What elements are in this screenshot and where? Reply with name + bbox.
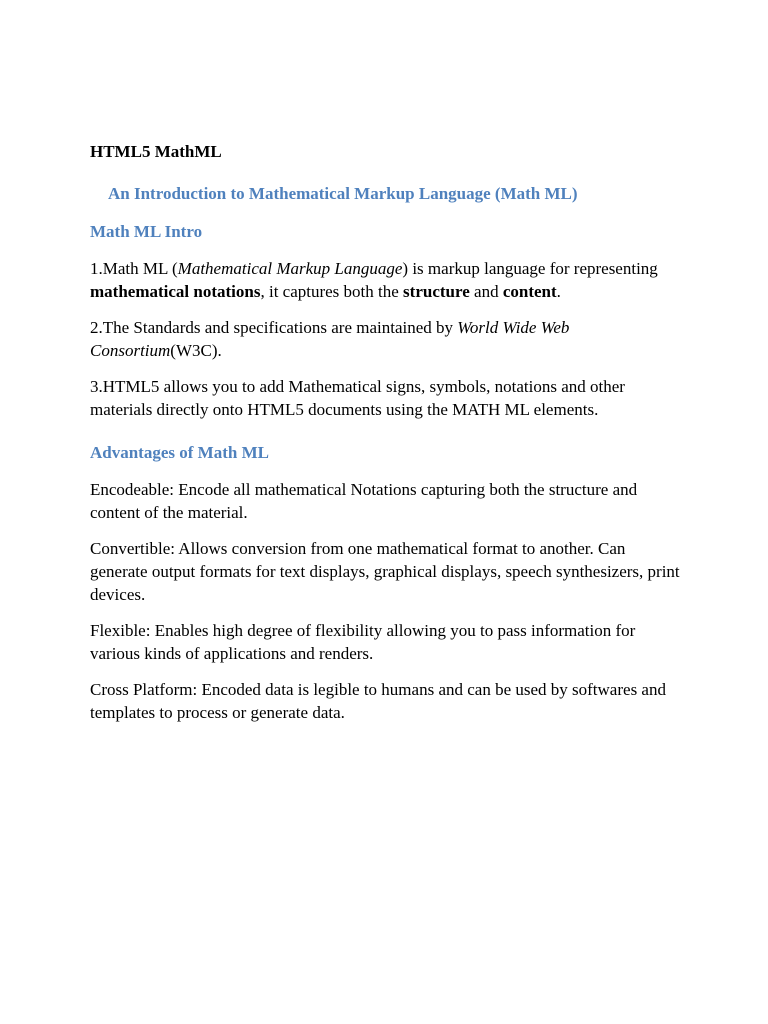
document-subtitle: An Introduction to Mathematical Markup Language (Math ML) [108, 184, 578, 203]
intro-point-2-text-a: 2.The Standards and specifications are maintained by [90, 318, 458, 337]
intro-point-2 [90, 316, 680, 362]
intro-point-3: 3.HTML5 allows you to add Mathematical signs, symbols, notations and other materials directly onto HTML5 documents using the MATH ML elements. [90, 377, 625, 419]
document-title: HTML5 MathML [90, 142, 222, 161]
advantages-heading: Advantages of Math ML [90, 443, 269, 462]
intro-point-2-italic: World Wide Web Consortium [90, 318, 570, 360]
advantage-flexible: Flexible: Enables high degree of flexibility allowing you to pass information for various kinds of applications and renders. [90, 621, 636, 663]
intro-point-1-text-a: 1.Math ML ( [90, 259, 178, 278]
intro-point-1-text-c: ) is markup language for representing [402, 259, 658, 278]
advantage-convertible: Convertible: Allows conversion from one mathematical format to another. Can generate output formats for text displays, graphical displays, speech synthesizers, print devices. [90, 539, 680, 604]
intro-point-1-bold-content: content [502, 282, 557, 301]
intro-point-1-bold-notations: mathematical notations [90, 282, 261, 301]
intro-point-1-text-i: . [556, 282, 561, 301]
intro-point-1-text-g: and [469, 282, 503, 301]
intro-point-1 [90, 257, 680, 303]
intro-point-2-text-c: (W3C). [170, 341, 222, 360]
intro-point-1-italic: Mathematical Markup Language [177, 259, 403, 278]
advantage-cross-platform: Cross Platform: Encoded data is legible to humans and can be used by softwares and templates to process or generate data. [90, 680, 666, 722]
intro-point-1-bold-structure: structure [403, 282, 470, 301]
intro-point-1-text-e: , it captures both the [260, 282, 404, 301]
advantage-encodeable: Encodeable: Encode all mathematical Notations capturing both the structure and content of the material. [90, 480, 638, 522]
document-body [90, 140, 680, 724]
intro-heading: Math ML Intro [90, 222, 203, 241]
